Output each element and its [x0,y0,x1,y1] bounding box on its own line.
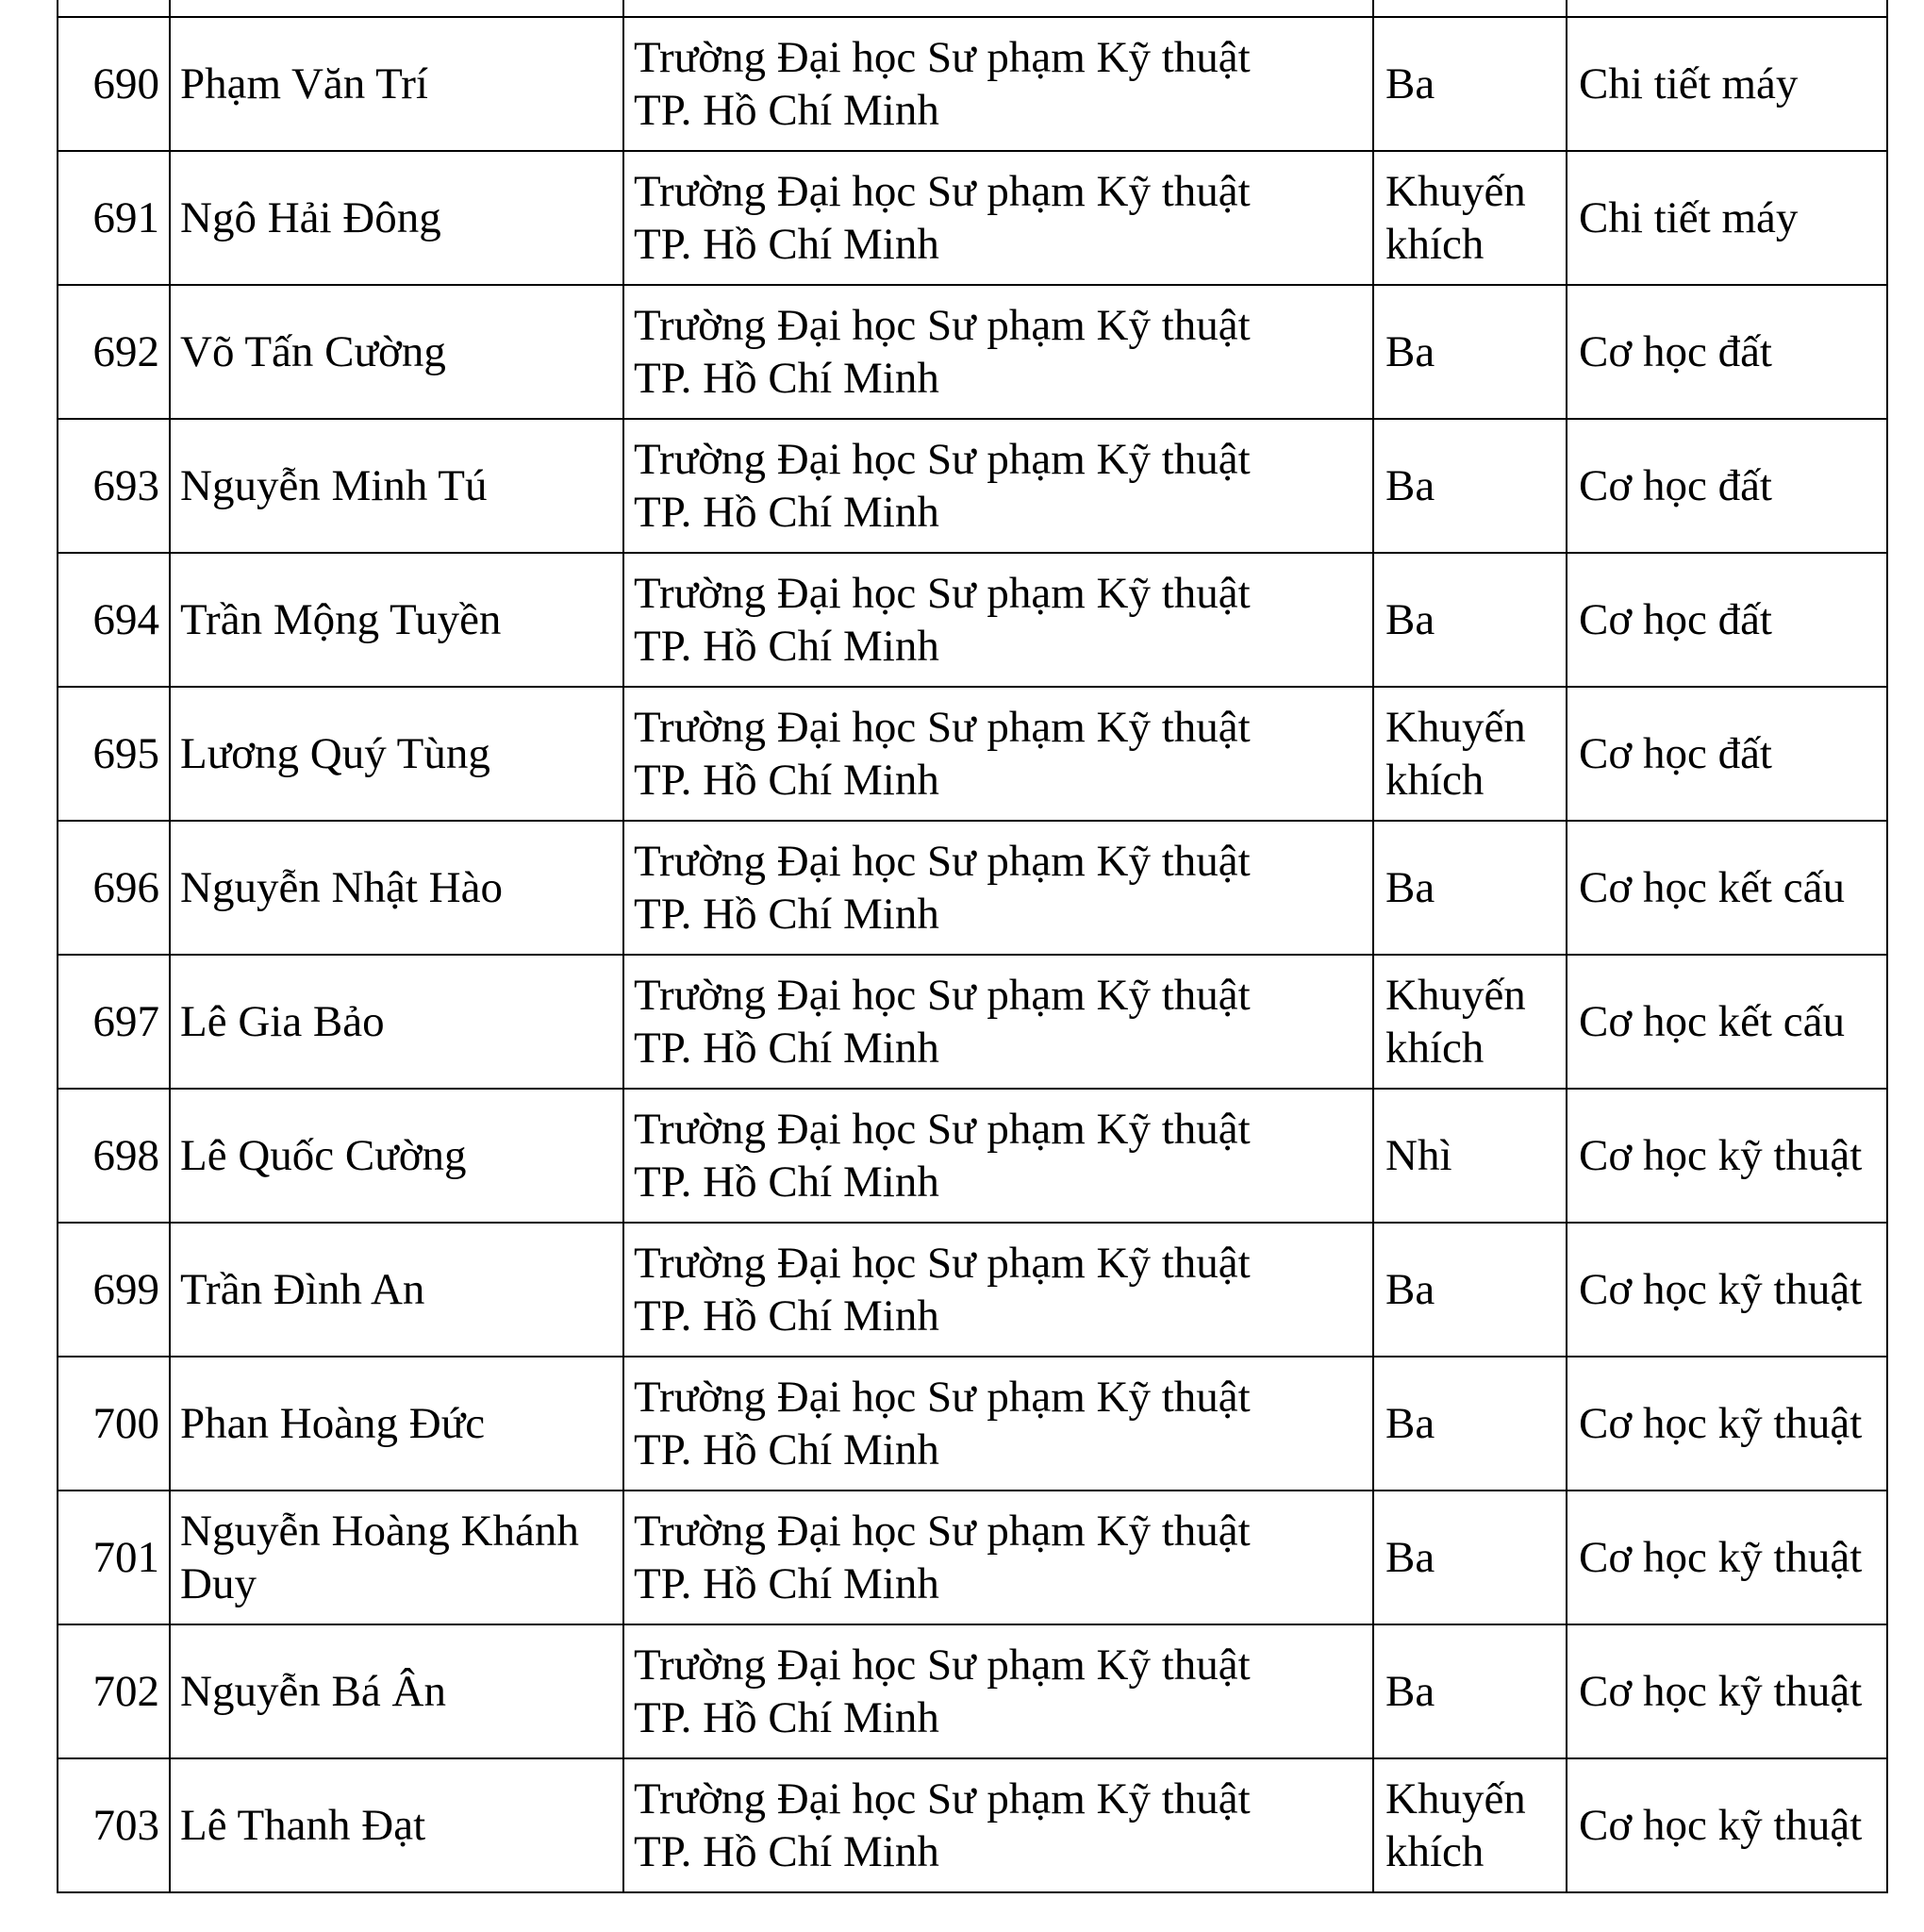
name-cell: Phạm Văn Trí [170,17,623,151]
school-line-1: Trường Đại học Sư phạm Kỹ thuật [634,1105,1251,1154]
school-line-1: Trường Đại học Sư phạm Kỹ thuật [634,837,1251,886]
prize-cell: Ba [1373,285,1567,419]
table-row [58,285,1887,419]
stt-cell: 699 [58,1223,170,1357]
prize-cell: Ba [1373,1357,1567,1491]
prize-cell: Khuyến khích [1373,151,1567,285]
name-cell: Nguyễn Minh Tú [170,419,623,553]
subject-cell: Cơ học đất [1567,553,1887,687]
stt-cell: 693 [58,419,170,553]
name-cell: Lương Quý Tùng [170,687,623,821]
stt-cell: 690 [58,17,170,151]
stt-cell: 696 [58,821,170,955]
school-line-2: TP. Hồ Chí Minh [634,86,939,135]
school-line-1: Trường Đại học Sư phạm Kỹ thuật [634,1774,1251,1824]
school-cell [623,821,1373,955]
school-line-2: TP. Hồ Chí Minh [634,622,939,671]
stt-cell: 698 [58,1089,170,1223]
prize-cell: Ba [1373,1491,1567,1624]
prize-cell: Khuyến khích [1373,687,1567,821]
subject-cell: Cơ học kết cấu [1567,821,1887,955]
stt-cell: 695 [58,687,170,821]
school-line-2: TP. Hồ Chí Minh [634,220,939,269]
table-row-previous-page-stub [58,0,1887,17]
table-row [58,151,1887,285]
school-line-1: Trường Đại học Sư phạm Kỹ thuật [634,971,1251,1020]
school-line-1: Trường Đại học Sư phạm Kỹ thuật [634,1641,1251,1690]
table-cell [623,0,1373,17]
stt-cell: 702 [58,1624,170,1758]
school-line-2: TP. Hồ Chí Minh [634,1024,939,1073]
table-row [58,553,1887,687]
school-cell [623,1089,1373,1223]
prize-cell: Ba [1373,419,1567,553]
prize-cell: Ba [1373,1624,1567,1758]
school-line-1: Trường Đại học Sư phạm Kỹ thuật [634,1239,1251,1288]
subject-cell: Cơ học kỹ thuật [1567,1357,1887,1491]
school-line-1: Trường Đại học Sư phạm Kỹ thuật [634,435,1251,484]
subject-cell: Cơ học kỹ thuật [1567,1758,1887,1892]
subject-cell: Chi tiết máy [1567,17,1887,151]
school-line-2: TP. Hồ Chí Minh [634,756,939,805]
subject-cell: Cơ học kỹ thuật [1567,1491,1887,1624]
stt-cell: 700 [58,1357,170,1491]
table-row [58,1089,1887,1223]
name-cell: Nguyễn Hoàng Khánh Duy [170,1491,623,1624]
name-cell: Phan Hoàng Đức [170,1357,623,1491]
name-cell: Lê Quốc Cường [170,1089,623,1223]
table-row [58,821,1887,955]
stt-cell: 703 [58,1758,170,1892]
award-table-body [58,0,1887,1892]
table-cell [58,0,170,17]
stt-cell: 701 [58,1491,170,1624]
school-cell [623,687,1373,821]
school-cell [623,419,1373,553]
school-cell [623,1357,1373,1491]
name-cell: Trần Đình An [170,1223,623,1357]
school-cell [623,1491,1373,1624]
stt-cell: 697 [58,955,170,1089]
school-line-1: Trường Đại học Sư phạm Kỹ thuật [634,703,1251,752]
subject-cell: Cơ học đất [1567,285,1887,419]
table-row [58,1758,1887,1892]
stt-cell: 694 [58,553,170,687]
name-cell: Trần Mộng Tuyền [170,553,623,687]
prize-cell: Ba [1373,1223,1567,1357]
school-cell [623,17,1373,151]
school-line-1: Trường Đại học Sư phạm Kỹ thuật [634,301,1251,350]
table-row [58,17,1887,151]
table-row [58,419,1887,553]
subject-cell: Cơ học kỹ thuật [1567,1624,1887,1758]
table-cell [1567,0,1887,17]
school-cell [623,151,1373,285]
table-row [58,687,1887,821]
school-cell [623,285,1373,419]
stt-cell: 692 [58,285,170,419]
name-cell: Nguyễn Nhật Hào [170,821,623,955]
subject-cell: Chi tiết máy [1567,151,1887,285]
school-line-1: Trường Đại học Sư phạm Kỹ thuật [634,167,1251,216]
table-row [58,1357,1887,1491]
school-line-2: TP. Hồ Chí Minh [634,1827,939,1876]
award-table [57,0,1888,1893]
school-line-1: Trường Đại học Sư phạm Kỹ thuật [634,33,1251,82]
school-cell [623,1758,1373,1892]
prize-cell: Ba [1373,553,1567,687]
table-row [58,1223,1887,1357]
table-row [58,955,1887,1089]
school-cell [623,1624,1373,1758]
school-cell [623,1223,1373,1357]
school-line-1: Trường Đại học Sư phạm Kỹ thuật [634,1373,1251,1422]
name-cell: Ngô Hải Đông [170,151,623,285]
name-cell: Võ Tấn Cường [170,285,623,419]
table-row [58,1624,1887,1758]
school-line-2: TP. Hồ Chí Minh [634,1291,939,1341]
prize-cell: Khuyến khích [1373,955,1567,1089]
prize-cell: Khuyến khích [1373,1758,1567,1892]
prize-cell: Nhì [1373,1089,1567,1223]
school-line-2: TP. Hồ Chí Minh [634,354,939,403]
name-cell: Lê Thanh Đạt [170,1758,623,1892]
table-cell [1373,0,1567,17]
school-line-2: TP. Hồ Chí Minh [634,488,939,537]
subject-cell: Cơ học kết cấu [1567,955,1887,1089]
stt-cell: 691 [58,151,170,285]
table-cell [170,0,623,17]
school-cell [623,955,1373,1089]
name-cell: Lê Gia Bảo [170,955,623,1089]
name-cell: Nguyễn Bá Ân [170,1624,623,1758]
subject-cell: Cơ học kỹ thuật [1567,1223,1887,1357]
school-line-1: Trường Đại học Sư phạm Kỹ thuật [634,1507,1251,1556]
subject-cell: Cơ học kỹ thuật [1567,1089,1887,1223]
school-line-2: TP. Hồ Chí Minh [634,890,939,939]
school-line-2: TP. Hồ Chí Minh [634,1559,939,1608]
school-line-2: TP. Hồ Chí Minh [634,1425,939,1474]
school-line-1: Trường Đại học Sư phạm Kỹ thuật [634,569,1251,618]
school-line-2: TP. Hồ Chí Minh [634,1158,939,1207]
subject-cell: Cơ học đất [1567,419,1887,553]
subject-cell: Cơ học đất [1567,687,1887,821]
prize-cell: Ba [1373,17,1567,151]
school-line-2: TP. Hồ Chí Minh [634,1693,939,1742]
prize-cell: Ba [1373,821,1567,955]
school-cell [623,553,1373,687]
table-row [58,1491,1887,1624]
